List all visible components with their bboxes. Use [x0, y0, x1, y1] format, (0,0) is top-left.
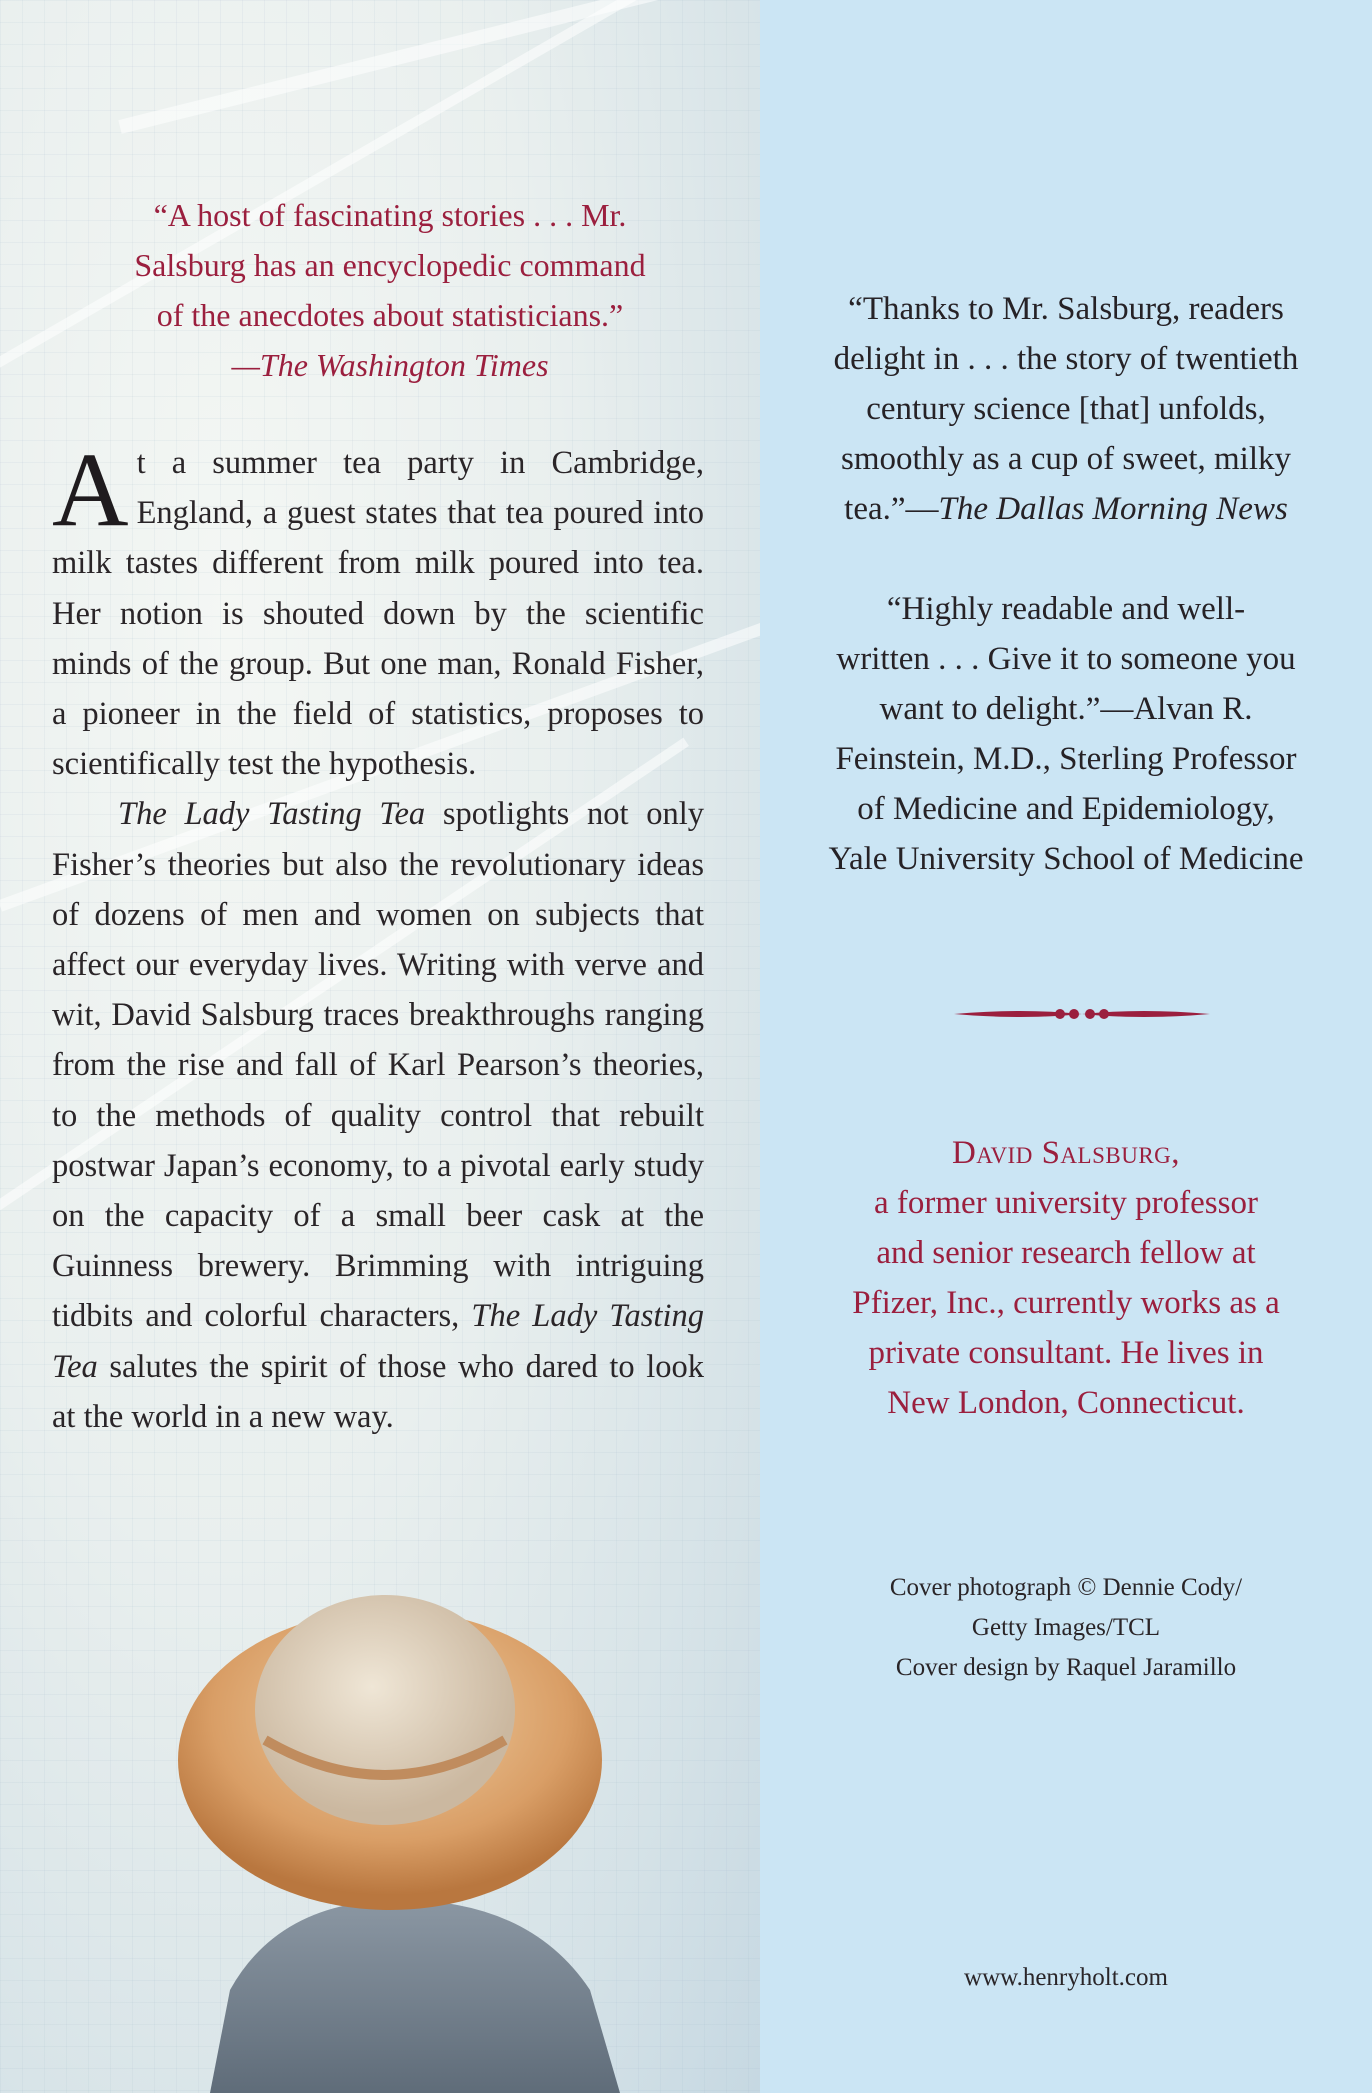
- quote-line: “Highly readable and well-: [886, 591, 1246, 627]
- description-paragraph-2: [52, 789, 704, 1442]
- quote-attribution: —The Washington Times: [231, 347, 549, 383]
- quote-line: of the anecdotes about statisticians.”: [156, 297, 624, 333]
- credit-line: Cover photograph © Dennie Cody/: [889, 1574, 1243, 1601]
- book-description: [52, 431, 704, 1442]
- author-bio: [780, 1128, 1352, 1428]
- bio-line: a former university professor: [874, 1185, 1258, 1221]
- credit-line: Getty Images/TCL: [971, 1614, 1161, 1641]
- quote-line: “A host of fascinating stories . . . Mr.: [153, 197, 627, 233]
- quote-line: delight in . . . the story of twentieth: [833, 341, 1299, 377]
- quote-line: century science [that] unfolds,: [866, 391, 1266, 427]
- quote-source: The Dallas Morning News: [938, 491, 1288, 527]
- review-quote-feinstein: [780, 584, 1352, 884]
- quote-line: “Thanks to Mr. Salsburg, readers: [848, 291, 1284, 327]
- drop-cap: A: [52, 431, 129, 548]
- credit-line: Cover design by Raquel Jaramillo: [895, 1654, 1237, 1681]
- description-paragraph-1: [52, 431, 704, 789]
- quote-line: smoothly as a cup of sweet, milky: [840, 441, 1291, 477]
- author-name: David Salsburg,: [951, 1135, 1181, 1171]
- book-title: The Lady Tasting Tea: [52, 1298, 704, 1385]
- quote-line: Feinstein, M.D., Sterling Professor: [835, 741, 1297, 777]
- paragraph-text: t a summer tea party in Cambridge, England, a guest states that tea poured into milk tastes different from milk poured into tea. Her notion is shouted down by the scientific minds of the group. But one man, Ronald Fisher, a pioneer in the field of statistics, proposes to scientifically test the hypothesis.: [52, 445, 704, 783]
- quote-line: written . . . Give it to someone you: [836, 641, 1296, 677]
- bio-line: private consultant. He lives in: [868, 1335, 1264, 1371]
- hat-crown: [255, 1595, 515, 1825]
- bio-line: and senior research fellow at: [876, 1235, 1256, 1271]
- bio-line: New London, Connecticut.: [887, 1385, 1245, 1421]
- review-quote-dallas: [780, 284, 1352, 534]
- quote-line: of Medicine and Epidemiology,: [857, 791, 1275, 827]
- quote-line: tea.”—: [844, 491, 939, 527]
- quote-line: Salsburg has an encyclopedic command: [134, 247, 646, 283]
- hat-illustration: [170, 1570, 730, 2093]
- bio-line: Pfizer, Inc., currently works as a: [852, 1285, 1280, 1321]
- ornament-divider: [952, 1000, 1212, 1028]
- paragraph-text: spotlights not only Fisher’s theories but also the revolutionary ideas of dozens of men and women on subjects that affect our everyday lives. Writing with verve and wit, David Salsburg traces breakthroughs ranging from the rise and fall of Karl Pearson’s theories, to the methods of quality control that rebuilt postwar Japan’s economy, to a pivotal early study on the capacity of a small beer cask at the Guinness brewery. Brimming with intriguing tidbits and colorful characters,: [52, 796, 704, 1335]
- paragraph-text: salutes the spirit of those who dared to look at the world in a new way.: [52, 1348, 704, 1435]
- quote-line: Yale University School of Medicine: [828, 841, 1304, 877]
- coat-shape: [210, 1900, 620, 2093]
- cover-credits: [780, 1568, 1352, 1688]
- publisher-website: www.henryholt.com: [964, 1964, 1168, 1991]
- back-cover-right-panel: [760, 0, 1372, 2093]
- review-quote-top: [60, 190, 720, 390]
- quote-line: want to delight.”—Alvan R.: [879, 691, 1253, 727]
- book-title: The Lady Tasting Tea: [118, 796, 426, 833]
